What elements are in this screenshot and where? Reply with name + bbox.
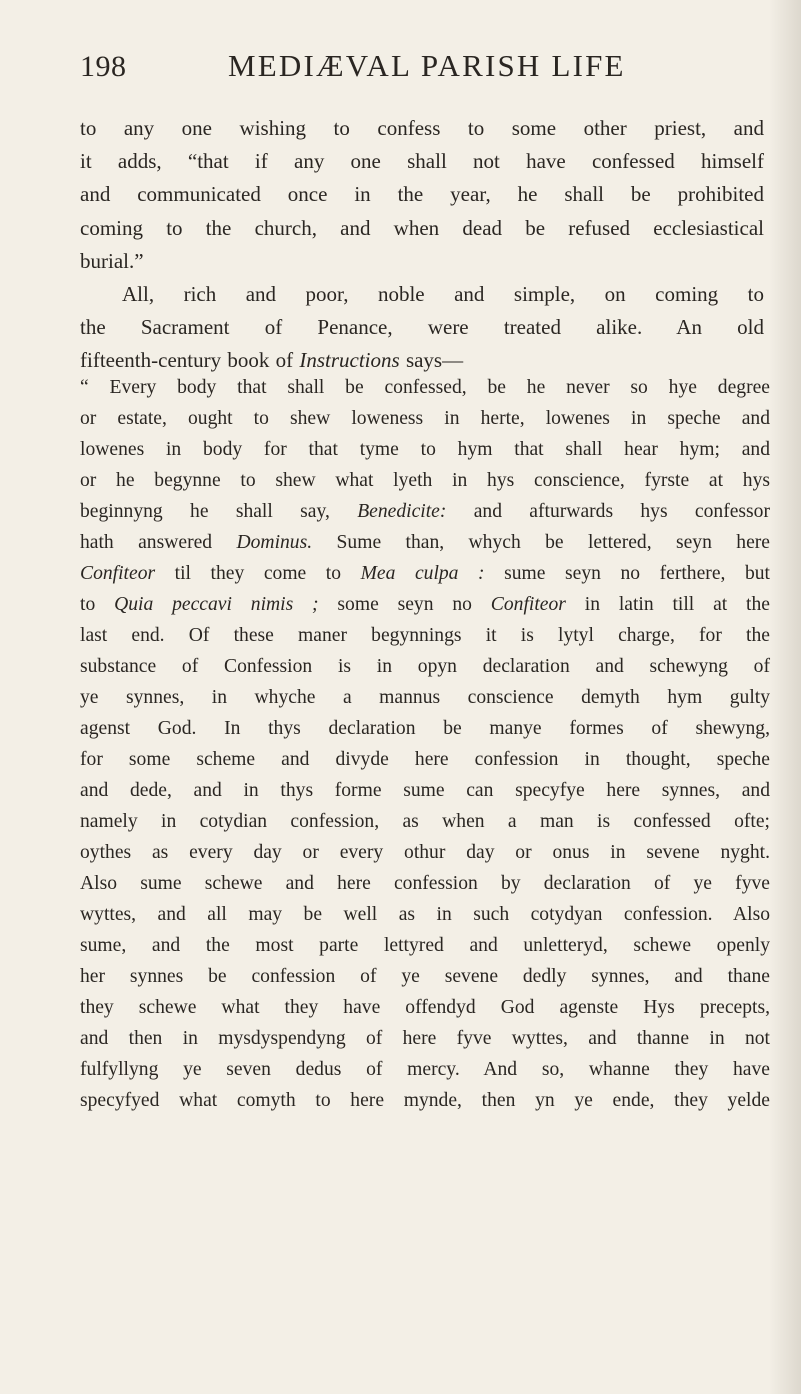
quote-line: namely in cotydian confession, as when a man is confessed ofte;: [80, 811, 770, 832]
quote-line: her synnes be confession of ye sevene dedly synnes, and thane: [80, 966, 770, 987]
quote-line: specyfyed what comyth to here mynde, then yn ye ende, they yelde: [80, 1090, 770, 1111]
paragraph-2: [80, 278, 764, 378]
text-line: the Sacrament of Penance, were treated alike. An old: [80, 315, 764, 340]
text-fragment: sume seyn no ferthere, but: [484, 563, 770, 584]
quote-line: ye synnes, in whyche a mannus conscience demyth hym gulty: [80, 687, 770, 708]
text-line: burial.”: [80, 248, 144, 273]
quote-line: [80, 589, 770, 620]
quote-line: they schewe what they have offendyd God agenste Hys precepts,: [80, 997, 770, 1018]
text-line: coming to the church, and when dead be refused ecclesiastical: [80, 215, 764, 240]
page-header: [80, 48, 720, 94]
quote-line: lowenes in body for that tyme to hym that shall hear hym; and: [80, 439, 770, 460]
italic-title: Instructions: [299, 348, 400, 373]
quote-line: wyttes, and all may be well as in such cotydyan confession. Also: [80, 904, 770, 925]
italic-term: Confiteor: [490, 594, 566, 615]
italic-term: Quia peccavi nimis ;: [114, 594, 319, 615]
text-fragment: says—: [399, 348, 464, 373]
quote-line: last end. Of these maner begynnings it is lytyl charge, for the: [80, 625, 770, 646]
text-fragment: hath answered: [80, 532, 213, 553]
text-fragment: to: [80, 594, 96, 615]
running-head: MEDIÆVAL PARISH LIFE: [228, 48, 626, 83]
quote-line: substance of Confession is in opyn declaration and schewyng of: [80, 656, 770, 677]
text-line: it adds, “that if any one shall not have confessed himself: [80, 149, 764, 174]
quote-line: or estate, ought to shew loweness in herte, lowenes in speche and: [80, 408, 770, 429]
quote-line: Also sume schewe and here confession by declaration of ye fyve: [80, 873, 770, 894]
quote-paragraph: [80, 372, 770, 1116]
text-fragment: in latin till at the: [565, 594, 770, 615]
quote-line: [80, 496, 770, 527]
text-fragment: and afturwards hys confessor: [446, 501, 770, 522]
block-quote: [80, 372, 770, 1116]
quote-line: “ Every body that shall be confessed, be he never so hye degree: [80, 377, 770, 398]
text-line: All, rich and poor, noble and simple, on coming to: [122, 282, 764, 307]
quote-line: [80, 558, 770, 589]
body-text: [80, 112, 764, 378]
text-fragment: some seyn no: [318, 594, 491, 615]
text-fragment: beginnyng he shall say,: [80, 501, 330, 522]
quote-line: for some scheme and divyde here confession in thought, speche: [80, 749, 770, 770]
italic-term: Confiteor: [80, 563, 156, 584]
quote-line: fulfyllyng ye seven dedus of mercy. And so, whanne they have: [80, 1059, 770, 1080]
quote-line: or he begynne to shew what lyeth in hys conscience, fyrste at hys: [80, 470, 770, 491]
quote-line: agenst God. In thys declaration be manye formes of shewyng,: [80, 718, 770, 739]
quote-line: oythes as every day or every othur day or onus in sevene nyght.: [80, 842, 770, 863]
quote-line: and dede, and in thys forme sume can specyfye here synnes, and: [80, 780, 770, 801]
quote-line: [80, 527, 770, 558]
paragraph-1: [80, 112, 764, 278]
italic-term: Dominus.: [236, 532, 313, 553]
italic-term: Mea culpa :: [360, 563, 485, 584]
quote-line: and then in mysdyspendyng of here fyve wyttes, and thanne in not: [80, 1028, 770, 1049]
text-fragment: fifteenth-century book of: [80, 348, 300, 373]
text-fragment: Sume than, whych be lettered, seyn here: [312, 532, 770, 553]
text-fragment: til they come to: [174, 563, 342, 584]
quote-line: sume, and the most parte lettyred and unletteryd, schewe openly: [80, 935, 770, 956]
page-number: 198: [80, 50, 127, 83]
italic-term: Benedicite:: [357, 501, 447, 522]
text-line: to any one wishing to confess to some other priest, and: [80, 116, 764, 140]
text-line: and communicated once in the year, he shall be prohibited: [80, 182, 764, 207]
